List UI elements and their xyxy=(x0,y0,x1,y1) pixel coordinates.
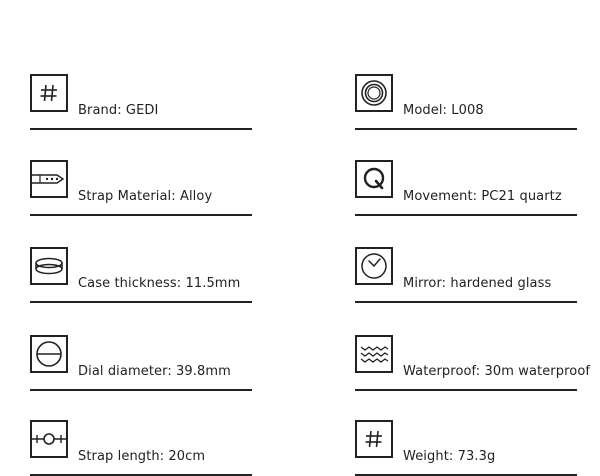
hash-icon xyxy=(30,74,68,112)
divider xyxy=(30,214,252,216)
spec-mirror xyxy=(355,247,577,303)
spec-weight-label: Weight: 73.3g xyxy=(403,449,496,464)
spec-strap-material xyxy=(30,160,252,216)
spec-waterproof xyxy=(355,335,591,391)
divider xyxy=(355,214,577,216)
spec-dial-diameter-label: Dial diameter: 39.8mm xyxy=(78,364,231,379)
spec-brand-label: Brand: GEDI xyxy=(78,103,159,118)
spec-dial-diameter xyxy=(30,335,252,391)
waves-icon xyxy=(355,335,393,373)
divider xyxy=(355,389,577,391)
spec-case-thickness xyxy=(30,247,252,303)
spec-model-label: Model: L008 xyxy=(403,103,484,118)
spec-brand xyxy=(30,74,252,130)
divider xyxy=(355,301,577,303)
spec-strap-length xyxy=(30,420,252,476)
spec-weight xyxy=(355,420,577,476)
divider xyxy=(355,128,577,130)
strap-icon xyxy=(30,160,68,198)
spec-mirror-label: Mirror: hardened glass xyxy=(403,276,552,291)
case-thickness-icon xyxy=(30,247,68,285)
hash-icon xyxy=(355,420,393,458)
clock-face-icon xyxy=(355,247,393,285)
concentric-circles-icon xyxy=(355,74,393,112)
spec-strap-length-label: Strap length: 20cm xyxy=(78,449,206,464)
dial-diameter-icon xyxy=(30,335,68,373)
q-movement-icon xyxy=(355,160,393,198)
divider xyxy=(30,389,252,391)
divider xyxy=(30,301,252,303)
spec-strap-material-label: Strap Material: Alloy xyxy=(78,189,213,204)
strap-length-icon xyxy=(30,420,68,458)
spec-case-thickness-label: Case thickness: 11.5mm xyxy=(78,276,241,291)
spec-model xyxy=(355,74,577,130)
spec-waterproof-label: Waterproof: 30m waterproof xyxy=(403,364,591,379)
divider xyxy=(30,128,252,130)
spec-movement-label: Movement: PC21 quartz xyxy=(403,189,562,204)
spec-movement xyxy=(355,160,577,216)
